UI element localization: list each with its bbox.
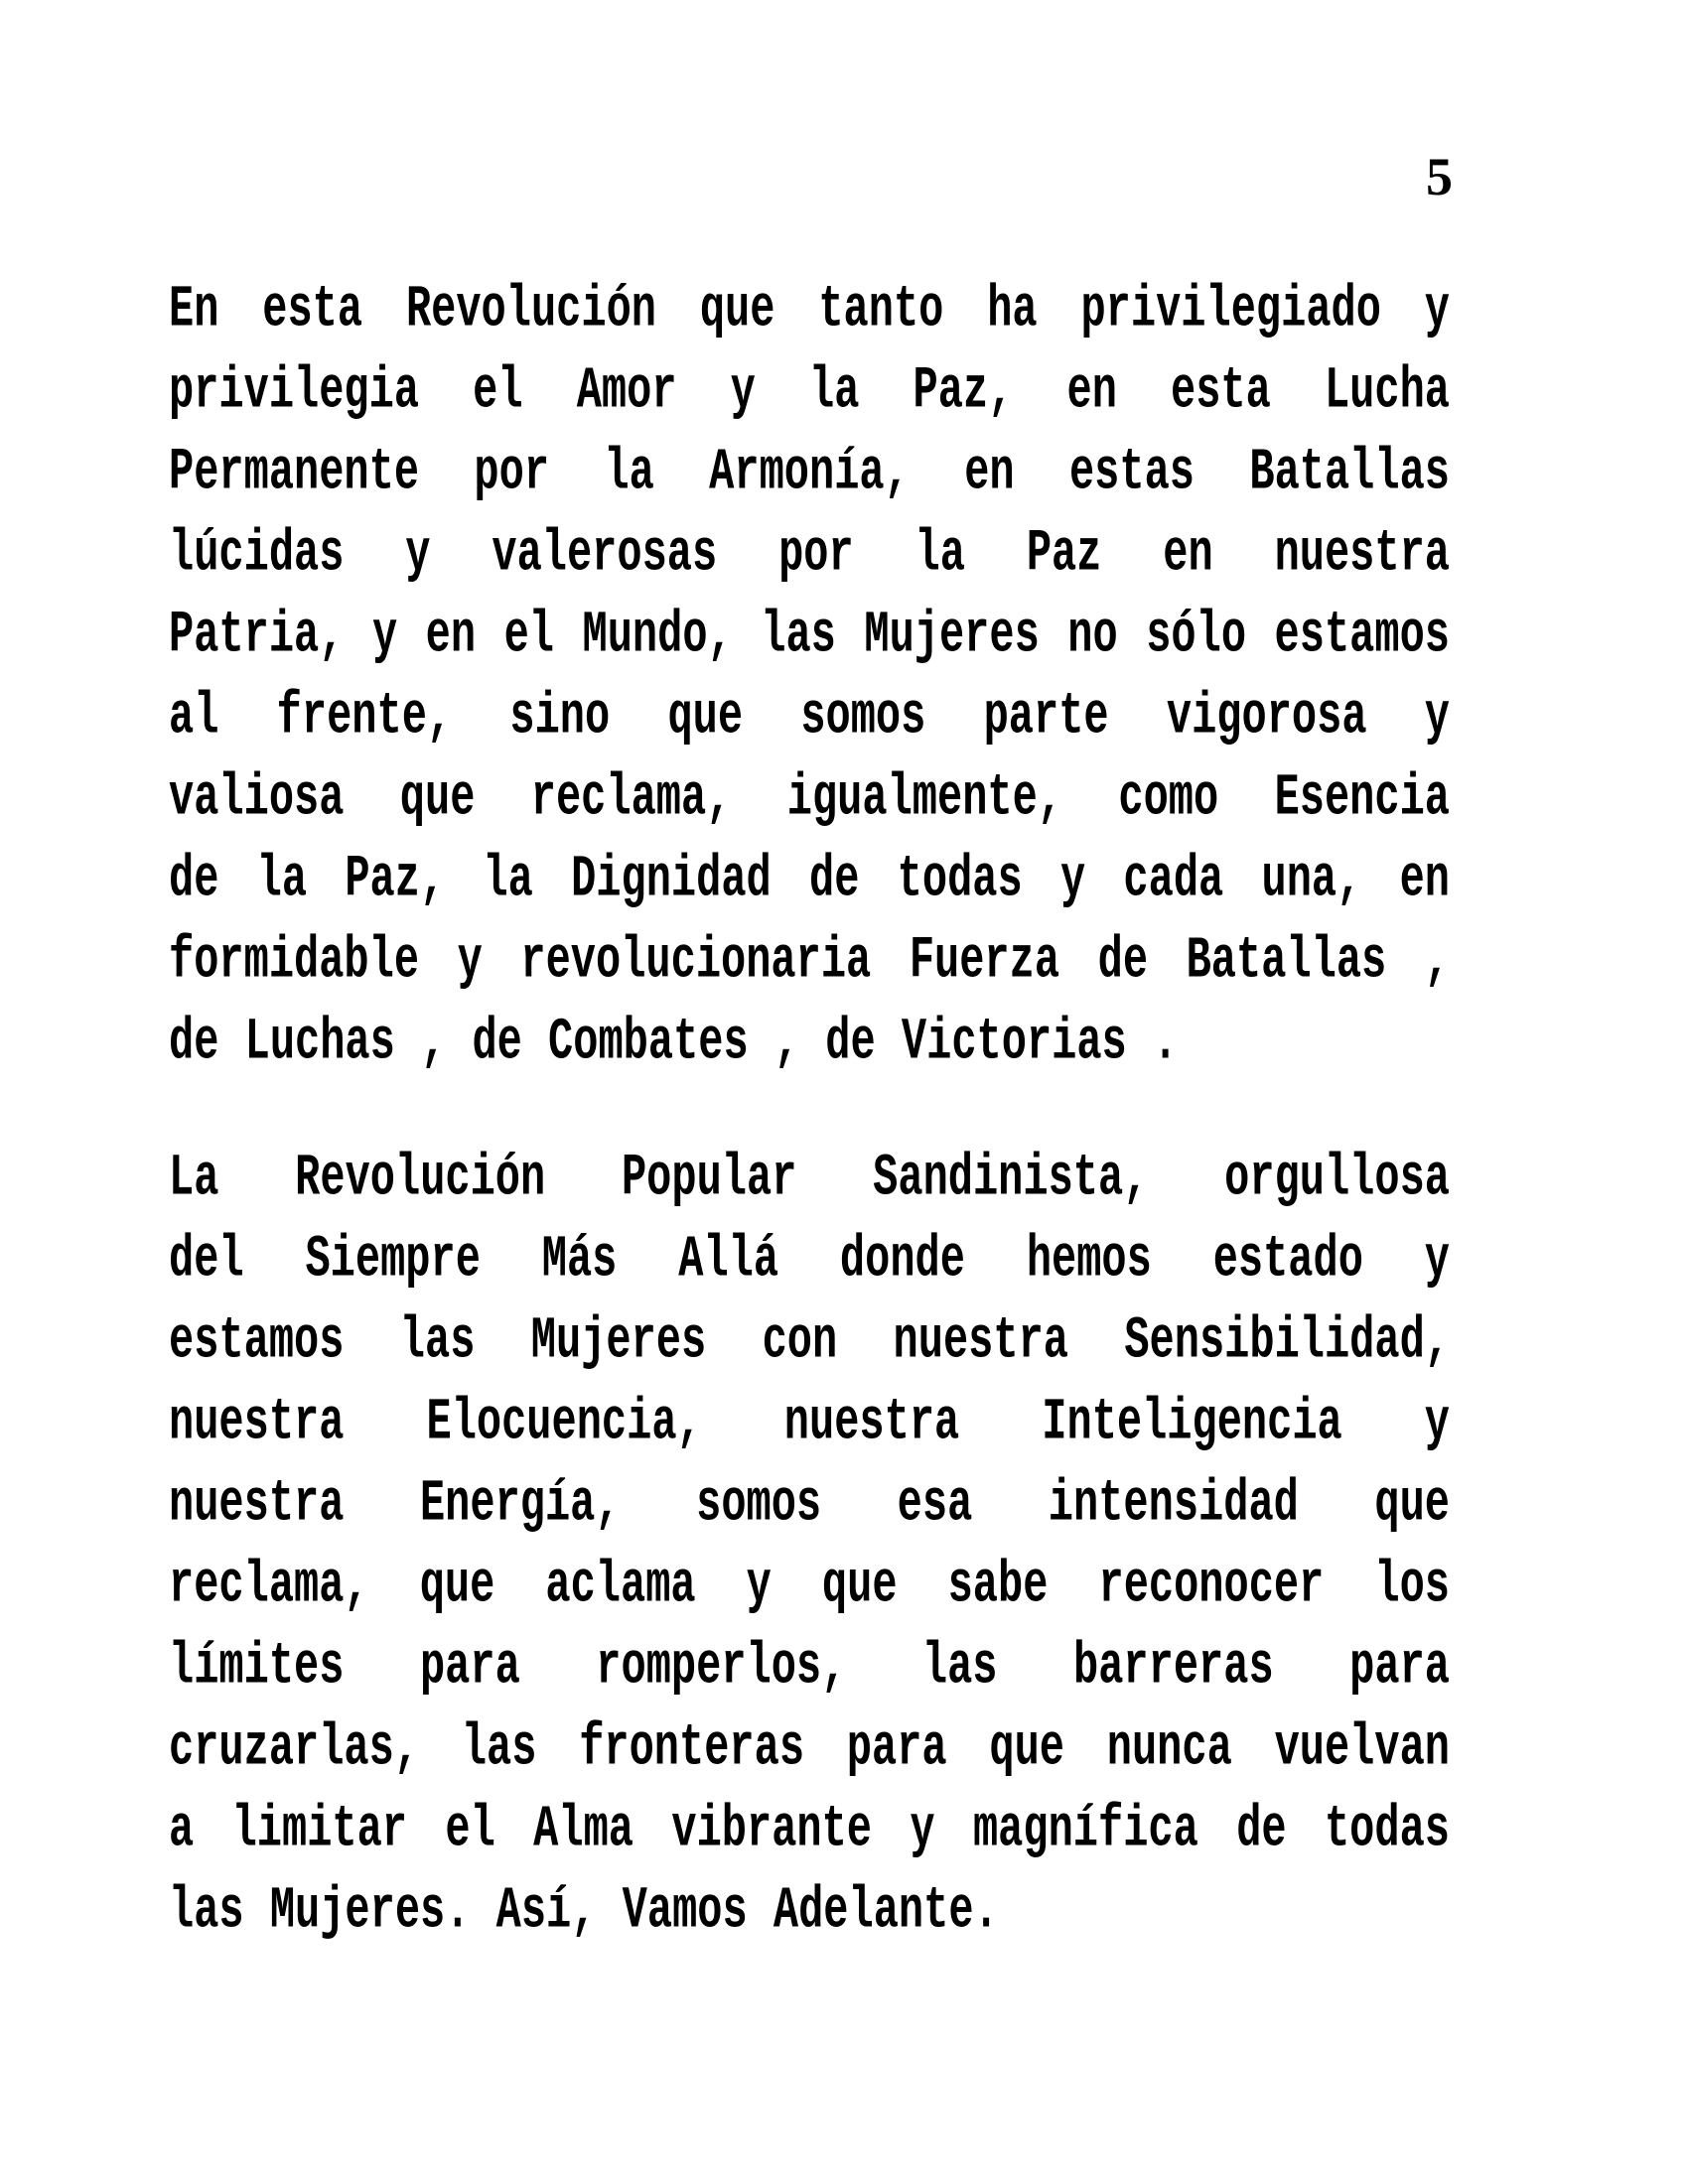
text-line: privilegia el Amor y la Paz, en esta Lucha	[169, 356, 1450, 426]
text-line: al frente, sino que somos parte vigorosa y	[169, 682, 1450, 751]
page-number: 5	[1426, 147, 1453, 206]
text-line: Permanente por la Armonía, en estas Batallas	[169, 438, 1450, 507]
text-block	[169, 269, 1450, 1952]
text-line: valiosa que reclama, igualmente, como Esencia	[169, 763, 1450, 833]
paragraph-1	[169, 269, 1450, 1083]
text-line: reclama, que aclama y que sabe reconocer los	[169, 1551, 1450, 1620]
text-line: estamos las Mujeres con nuestra Sensibilidad,	[169, 1306, 1450, 1376]
text-line: En esta Revolución que tanto ha privilegiado y	[169, 275, 1450, 344]
text-line: las Mujeres. Así, Vamos Adelante.	[169, 1876, 999, 1946]
text-line: del Siempre Más Allá donde hemos estado y	[169, 1225, 1450, 1295]
text-line: formidable y revolucionaria Fuerza de Batallas ,	[169, 926, 1450, 996]
text-line: a limitar el Alma vibrante y magnífica de todas	[169, 1795, 1450, 1864]
text-line: lúcidas y valerosas por la Paz en nuestra	[169, 519, 1450, 589]
text-line: de Luchas , de Combates , de Victorias .	[169, 1008, 1179, 1077]
text-line: Patria, y en el Mundo, las Mujeres no sólo estamos	[169, 601, 1450, 670]
text-line: nuestra Elocuencia, nuestra Inteligencia y	[169, 1388, 1450, 1457]
text-line: nuestra Energía, somos esa intensidad que	[169, 1469, 1450, 1539]
paragraph-2	[169, 1138, 1450, 1952]
text-line: La Revolución Popular Sandinista, orgullosa	[169, 1144, 1450, 1213]
text-line: límites para romperlos, las barreras para	[169, 1632, 1450, 1702]
text-line: cruzarlas, las fronteras para que nunca vuelvan	[169, 1713, 1450, 1783]
text-line: de la Paz, la Dignidad de todas y cada una, en	[169, 845, 1450, 914]
